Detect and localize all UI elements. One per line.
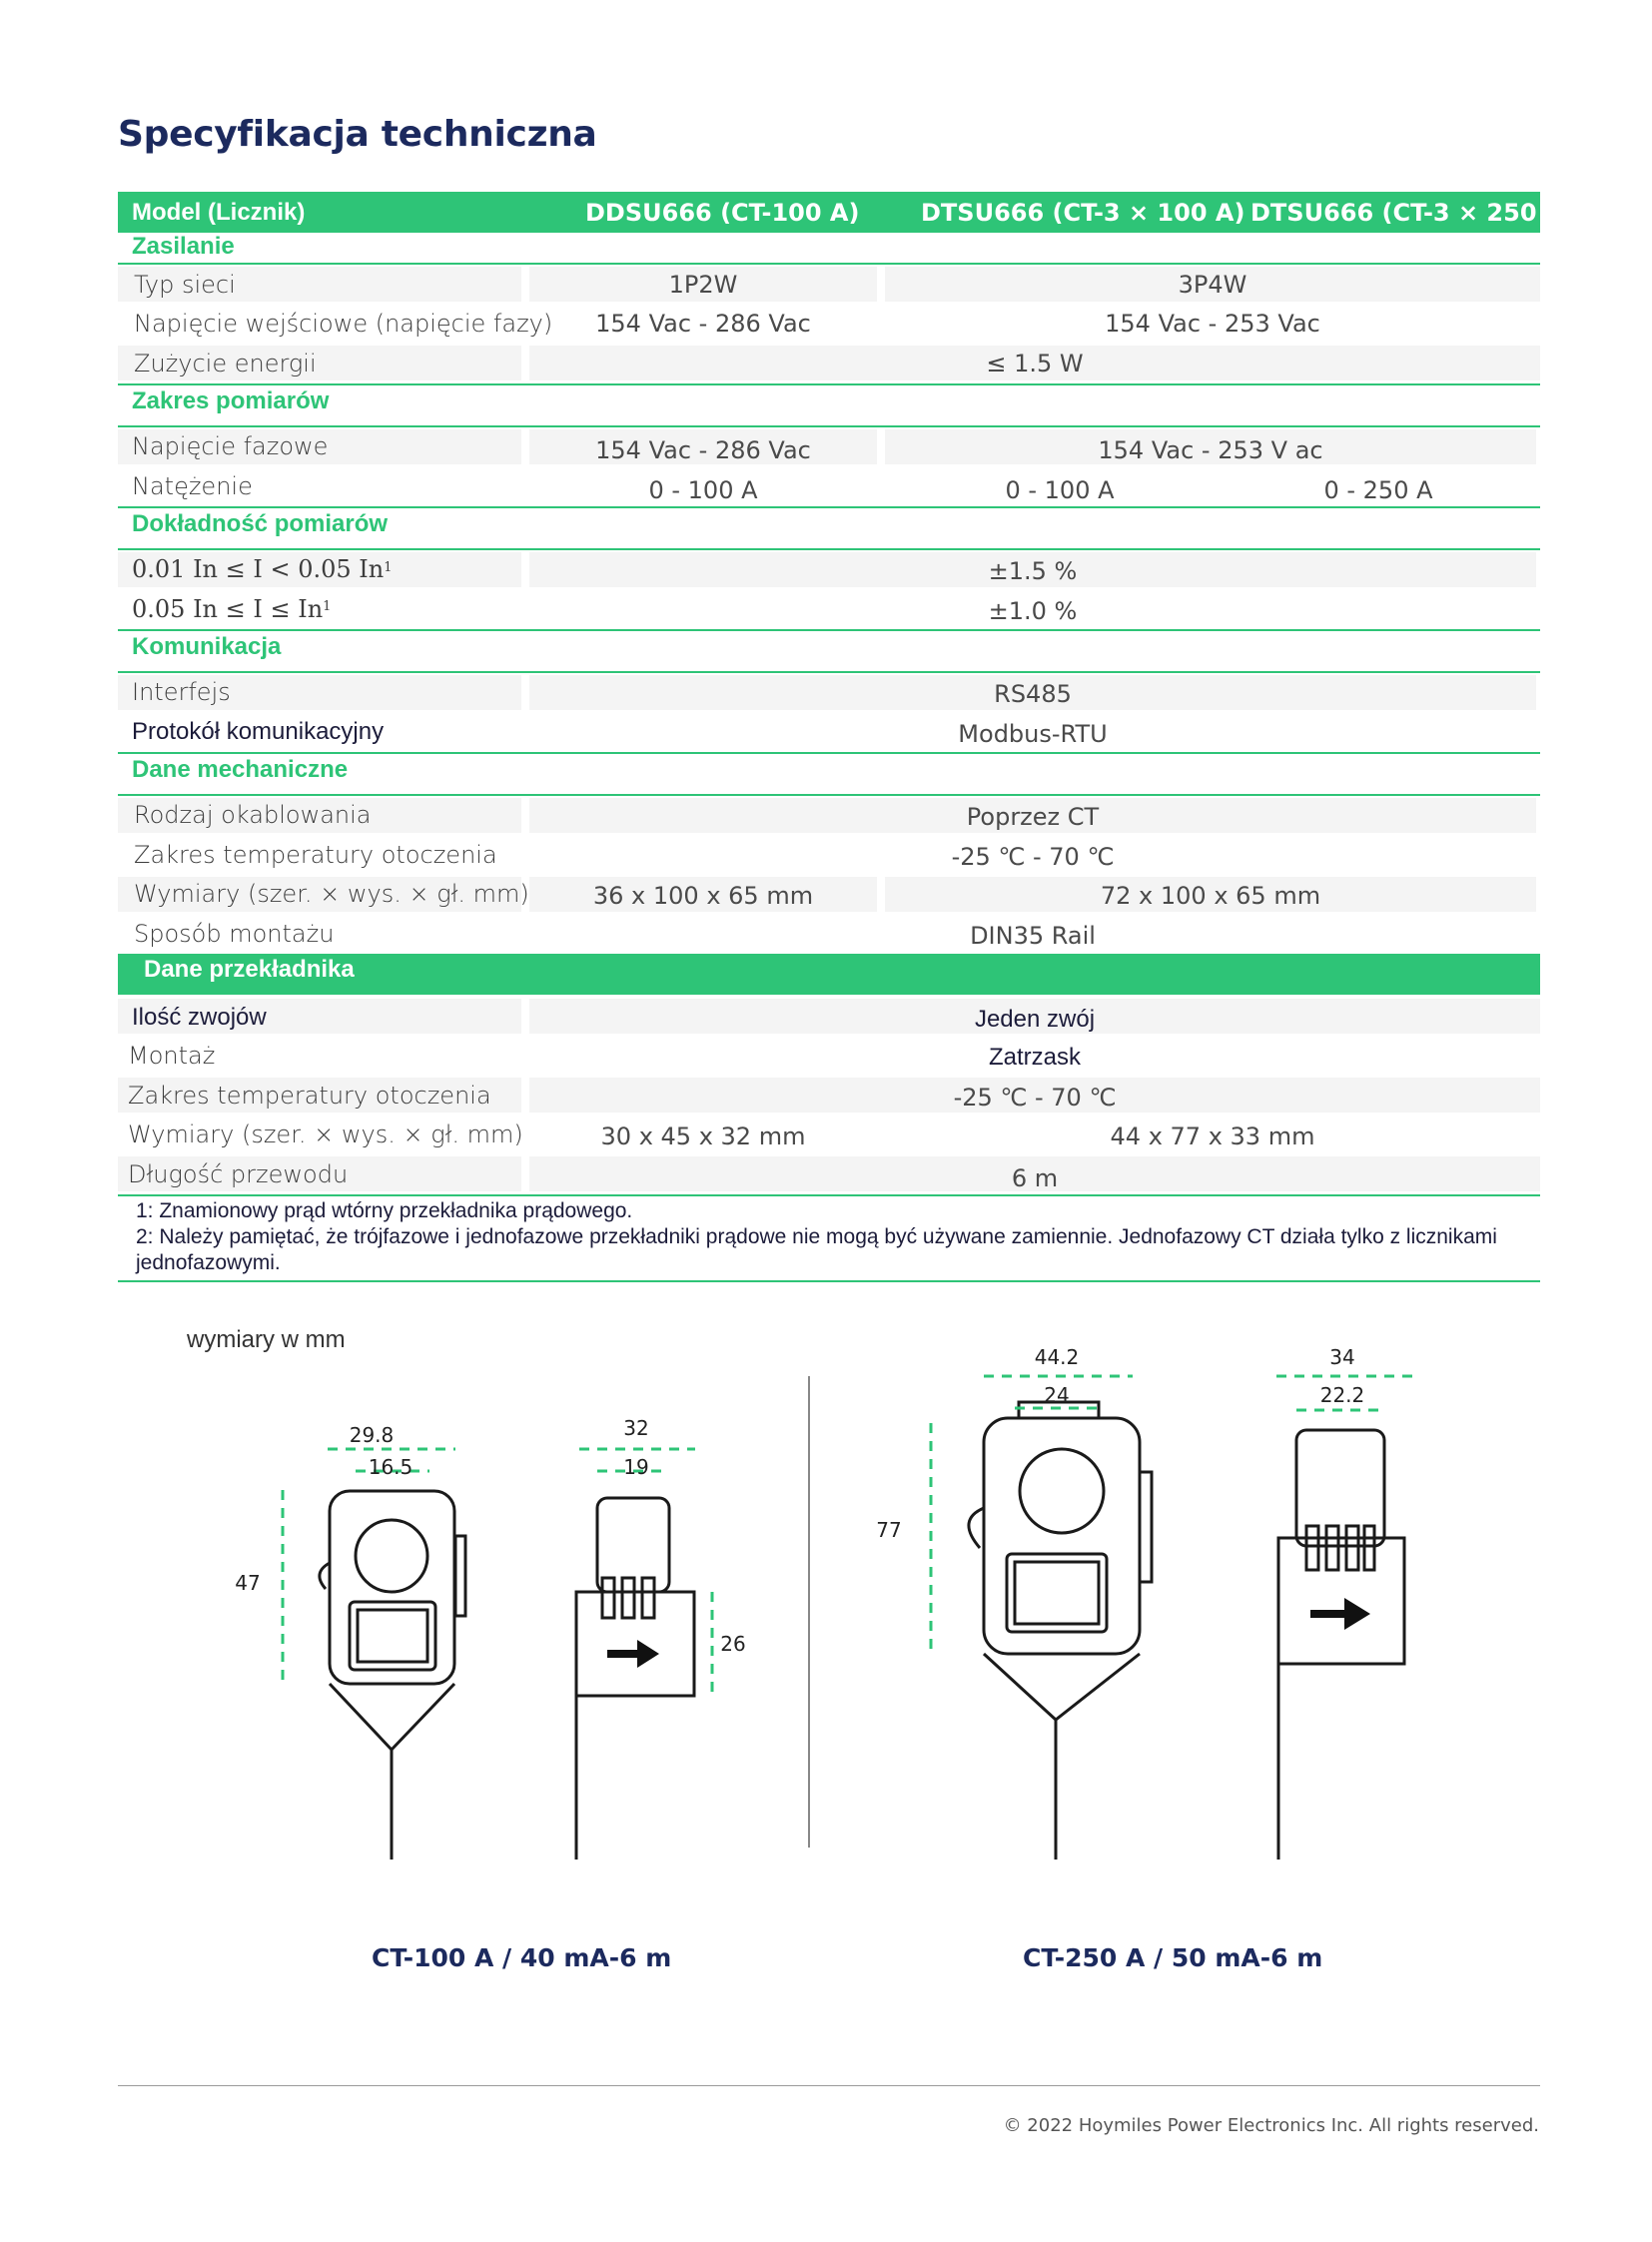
section-komunikacja: [118, 629, 1540, 673]
cell-value: 1P2W: [668, 270, 738, 299]
footnote-2: 2: Należy pamiętać, że trójfazowe i jednofazowe przekładniki prądowe nie mogą być używane zamiennie. Jednofazowy CT działa tylko z licznikami jednofazowymi.: [136, 1224, 1497, 1274]
ct100-window-inner: [358, 1610, 427, 1662]
table-row: [118, 1116, 1540, 1155]
row-label: Wymiary (szer. × wys. × gł. mm): [134, 880, 529, 909]
ct100-dimension-lines: [283, 1449, 455, 1686]
row-label: Zakres temperatury otoczenia: [134, 840, 497, 869]
ct250-hole: [1020, 1449, 1104, 1533]
ct100-side-drawing: [576, 1498, 694, 1860]
ct250-caption: CT-250 A / 50 mA-6 m: [1023, 1943, 1323, 1972]
ct250-dimension-lines: [931, 1376, 1133, 1656]
ct250-width-inner: 24: [1044, 1383, 1070, 1407]
row-label: Sposób montażu: [134, 919, 335, 948]
row-label: Zużycie energii: [134, 349, 317, 377]
ct100-side-height: 26: [720, 1632, 746, 1656]
ct100-side-tab: [455, 1536, 465, 1616]
ct250-window-inner: [1015, 1562, 1099, 1624]
ct250-cone: [984, 1654, 1140, 1720]
ct250-window-outer: [1007, 1554, 1107, 1632]
ct250-front-drawing: [969, 1402, 1152, 1860]
ct100-side-base: [576, 1592, 694, 1696]
table-row: [118, 550, 1540, 590]
row-label: Natężenie: [132, 471, 253, 500]
ct250-arrow-icon: [1310, 1598, 1370, 1630]
cell-value: -25 ℃ - 70 ℃: [951, 842, 1115, 871]
ct100-cone: [330, 1684, 454, 1750]
ct250-width-outer: 44.2: [1034, 1345, 1080, 1369]
cell-value: 154 Vac - 253 V ac: [1098, 436, 1323, 465]
row-label: Napięcie fazowe: [132, 432, 329, 461]
cell-value: 0 - 250 A: [1323, 475, 1433, 504]
table-row: [118, 796, 1540, 836]
ct250-side-dimension-lines: [1276, 1376, 1412, 1410]
row-label: Rodzaj okablowania: [134, 801, 372, 830]
section-title: Zasilanie: [132, 233, 235, 260]
cell-value: 30 x 45 x 32 mm: [600, 1122, 806, 1151]
table-row: [118, 712, 1540, 752]
table-row: [118, 673, 1540, 713]
header-col1: DDSU666 (CT-100 A): [585, 198, 860, 227]
row-label: Zakres temperatury otoczenia: [128, 1081, 491, 1110]
ct100-width-outer: 29.8: [349, 1423, 395, 1447]
cell-value: RS485: [994, 680, 1072, 709]
table-row: [118, 1037, 1540, 1077]
ct100-side-dimension-lines: [579, 1449, 712, 1696]
spec-table: [118, 192, 1575, 1282]
table-row: [118, 1154, 1540, 1196]
cell-value: 6 m: [1011, 1163, 1059, 1192]
cell-value: 0 - 100 A: [1005, 475, 1115, 504]
section-title: Komunikacja: [132, 632, 282, 660]
header-model: Model (Licznik): [132, 198, 306, 226]
ct250-top: [1019, 1402, 1099, 1418]
ct250-side-tab: [1140, 1472, 1152, 1582]
footer-divider: [118, 2085, 1540, 2086]
section-mechaniczne: [118, 752, 1540, 796]
page-title: Specyfikacja techniczna: [118, 114, 597, 155]
ct250-side-top: [1296, 1430, 1384, 1546]
ct250-latch: [969, 1508, 984, 1548]
ct100-body: [330, 1491, 454, 1684]
cell-value: -25 ℃ - 70 ℃: [953, 1083, 1117, 1112]
ct100-window-outer: [350, 1602, 435, 1670]
footnote-marker: 1: [384, 559, 393, 575]
footnote-marker: 1: [323, 599, 332, 615]
section-title: Zakres pomiarów: [132, 386, 330, 414]
ct100-side-width-inner: 19: [623, 1455, 649, 1479]
table-header: [118, 192, 1575, 233]
row-label: 0.05 In ≤ I ≤ In: [132, 594, 324, 623]
dimensions-label: wymiary w mm: [187, 1326, 346, 1353]
table-row: [118, 265, 1540, 305]
section-dokladnosc: [118, 506, 1540, 550]
table-row: [118, 344, 1540, 383]
cell-value: 154 Vac - 253 Vac: [1105, 310, 1320, 339]
copyright: © 2022 Hoymiles Power Electronics Inc. All rights reserved.: [1003, 2115, 1539, 2136]
section-title: Dane przekładnika: [144, 955, 355, 983]
section-zakres: [118, 383, 1540, 427]
cell-value: Poprzez CT: [966, 803, 1100, 832]
row-label: Wymiary (szer. × wys. × gł. mm): [128, 1121, 523, 1149]
ct250-side-width-outer: 34: [1329, 1345, 1355, 1369]
ct100-caption: CT-100 A / 40 mA-6 m: [372, 1943, 672, 1972]
footnote-1: 1: Znamionowy prąd wtórny przekładnika prądowego.: [136, 1198, 633, 1222]
row-label: Typ sieci: [134, 270, 236, 299]
ct250-side-base: [1278, 1538, 1404, 1664]
cell-value: 36 x 100 x 65 mm: [592, 882, 814, 911]
row-label: Długość przewodu: [128, 1159, 349, 1188]
table-row: [118, 875, 1540, 915]
header-col3: DTSU666 (CT-3 × 250 A): [1250, 198, 1575, 227]
ct250-side-drawing: [1278, 1430, 1404, 1860]
table-row: [118, 995, 1540, 1037]
ct100-hole: [356, 1520, 427, 1592]
ct250-body: [984, 1418, 1140, 1654]
cell-value: Modbus-RTU: [958, 719, 1108, 748]
ct100-side-width-outer: 32: [623, 1416, 649, 1440]
cell-value: 72 x 100 x 65 mm: [1100, 882, 1321, 911]
section-title: Dane mechaniczne: [132, 755, 349, 783]
table-row: [118, 835, 1540, 875]
table-row: [118, 305, 1540, 345]
row-label: 0.01 In ≤ I < 0.05 In: [132, 555, 385, 584]
header-col2: DTSU666 (CT-3 × 100 A): [921, 198, 1245, 227]
cell-value: ≤ 1.5 W: [986, 349, 1084, 377]
section-przekladnik: [118, 954, 1540, 995]
ct100-width-inner: 16.5: [368, 1455, 413, 1479]
table-row: [118, 589, 1540, 629]
ct100-height: 47: [235, 1571, 261, 1595]
ct100-side-top: [597, 1498, 669, 1592]
table-row: [118, 427, 1540, 467]
cell-value: 0 - 100 A: [648, 475, 758, 504]
ct100-arrow-icon: [607, 1640, 659, 1668]
section-zasilanie: [118, 233, 1540, 265]
cell-value: ±1.0 %: [988, 596, 1078, 625]
cell-value: Jeden zwój: [974, 1005, 1096, 1033]
cell-value: Zatrzask: [988, 1044, 1081, 1072]
row-label: Montaż: [128, 1042, 216, 1071]
cell-value: 3P4W: [1178, 270, 1247, 299]
ct100-front-drawing: [320, 1491, 465, 1860]
ct100-latch: [320, 1563, 330, 1589]
table-row: [118, 466, 1540, 506]
footnotes: [118, 1196, 1540, 1282]
row-label: Napięcie wejściowe (napięcie fazy): [134, 310, 553, 339]
row-label: Interfejs: [132, 678, 231, 707]
cell-value: 44 x 77 x 33 mm: [1110, 1122, 1315, 1151]
row-label: Ilość zwojów: [132, 1003, 267, 1031]
cell-value: DIN35 Rail: [970, 921, 1096, 950]
cell-value: ±1.5 %: [988, 557, 1078, 586]
ct250-height: 77: [876, 1518, 902, 1542]
row-label: Protokół komunikacyjny: [132, 717, 385, 745]
table-row: [118, 914, 1540, 954]
table-row: [118, 1076, 1540, 1116]
ct250-side-width-inner: 22.2: [1319, 1383, 1365, 1407]
cell-value: 154 Vac - 286 Vac: [595, 310, 811, 339]
section-title: Dokładność pomiarów: [132, 509, 389, 537]
cell-value: 154 Vac - 286 Vac: [595, 436, 811, 465]
